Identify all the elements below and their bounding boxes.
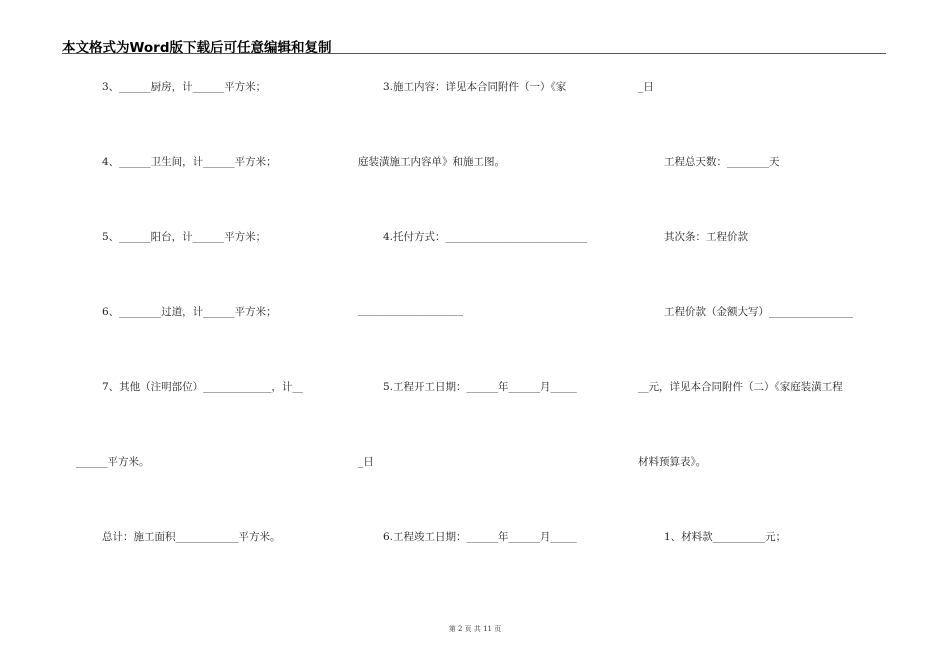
middle-line-end-date: 6.工程竣工日期：______年______月_____ [383,531,577,543]
middle-line-start-date: 5.工程开工日期：______年______月_____ [383,381,577,393]
right-line-day: _日 [638,81,654,93]
middle-line-start-date-cont: _日 [358,456,374,468]
document-header-title: 本文格式为Word版下载后可任意编辑和复制 [62,40,332,56]
middle-line-content: 3.施工内容：详见本合同附件（一）《家 [383,81,567,93]
header-divider [62,53,886,54]
right-line-article-two: 其次条：工程价款 [664,231,748,243]
middle-line-content-cont: 庭装潢施工内容单》和施工图。 [358,156,505,168]
page-number-footer: 第 2 页 共 11 页 [448,625,502,633]
left-line-kitchen: 3、______厨房，计______平方米； [102,81,267,93]
left-line-other: 7、其他（注明部位）_____________，计__ [102,381,303,393]
right-line-budget-table: 材料预算表》。 [638,456,707,468]
left-line-bathroom: 4、______卫生间，计______平方米； [102,156,277,168]
middle-line-payment-cont: ____________________ [358,304,463,316]
middle-line-payment: 4.托付方式：___________________________ [383,231,588,243]
left-line-corridor: 6、________过道，计______平方米； [102,306,277,318]
right-line-price-words: 工程价款（金额大写）________________ [664,306,853,318]
right-line-material-cost: 1、材料款__________元； [664,531,787,543]
left-line-balcony: 5、______阳台，计______平方米； [102,231,267,243]
right-line-price-cont: __元，详见本合同附件（二）《家庭装潢工程 [638,381,843,393]
left-line-other-cont: ______平方米。 [76,456,150,468]
left-line-total: 总计：施工面积____________平方米。 [102,531,281,543]
right-line-total-days: 工程总天数：________天 [664,156,780,168]
